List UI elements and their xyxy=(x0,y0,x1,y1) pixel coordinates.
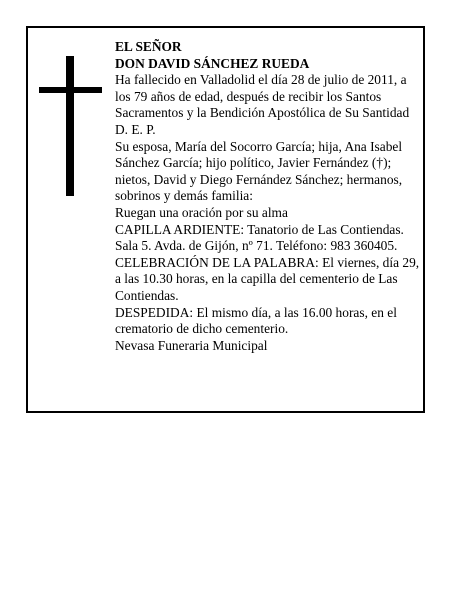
celebration-info: CELEBRACIÓN DE LA PALABRA: El viernes, día 29, a las 10.30 horas, en la capilla del cementerio de Las Contiendas. xyxy=(115,254,420,303)
family-list: Su esposa, María del Socorro García; hija, Ana Isabel Sánchez García; hijo político, Javier Fernández (†); nietos, David y Diego Fernández Sánchez; hermanos, sobrinos y demás familia: xyxy=(115,138,403,204)
death-announcement: Ha fallecido en Valladolid el día 28 de julio de 2011, a los 79 años de edad, después de recibir los Santos Sacramentos y la Bendición Apostólica de Su Santidad D. E. P. xyxy=(115,72,410,137)
funeral-home: Nevasa Funeraria Municipal xyxy=(115,337,268,353)
obituary-text xyxy=(115,39,420,354)
prayer-request: Ruegan una oración por su alma xyxy=(115,204,288,220)
obituary-frame xyxy=(26,26,425,413)
cross-horizontal-bar xyxy=(39,87,102,93)
chapel-info: CAPILLA ARDIENTE: Tanatorio de Las Contiendas. Sala 5. Avda. de Gijón, nº 71. Teléfono: 983 360405. xyxy=(115,221,404,254)
cross-vertical-bar xyxy=(66,56,74,196)
deceased-name: DON DAVID SÁNCHEZ RUEDA xyxy=(115,55,310,71)
deceased-title: EL SEÑOR xyxy=(115,39,182,54)
farewell-info: DESPEDIDA: El mismo día, a las 16.00 horas, en el crematorio de dicho cementerio. xyxy=(115,304,397,337)
